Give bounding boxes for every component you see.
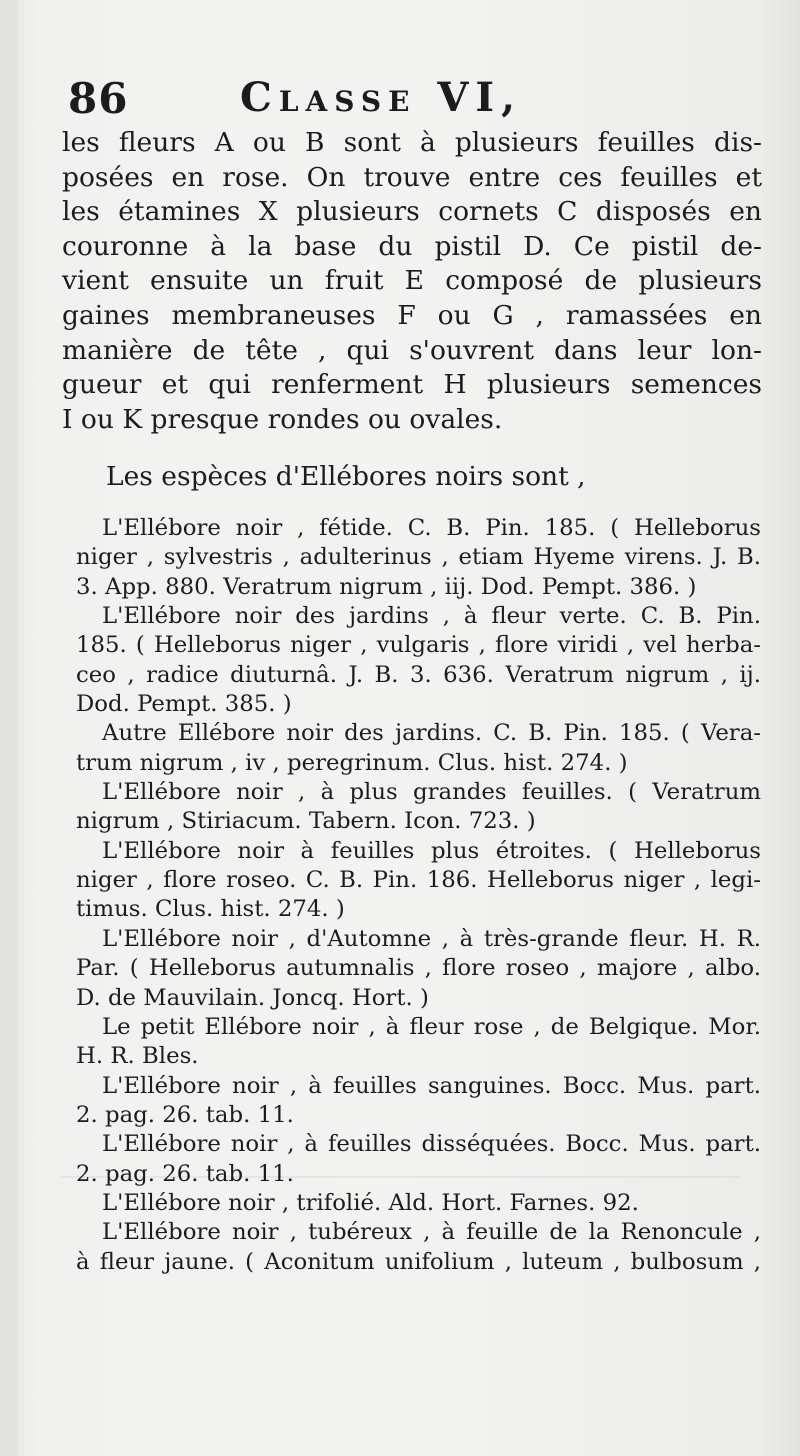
entry-line: à fleur jaune. ( Aconitum unifolium , luteum , bulbosum , (76, 1248, 761, 1275)
entry-line: L'Ellébore noir des jardins , à fleur verte. C. B. Pin. (102, 603, 761, 630)
intro-line: vient ensuite un fruit E composé de plusieurs (62, 265, 762, 297)
page-header (68, 74, 768, 134)
intro-line: les étamines X plusieurs cornets C disposés en (62, 196, 762, 228)
intro-line: gaines membraneuses F ou G , ramassées en (62, 299, 762, 331)
intro-line: I ou K presque rondes ou ovales. (62, 403, 503, 435)
entry-line: timus. Clus. hist. 274. ) (76, 896, 345, 923)
section-heading: Les espèces d'Ellébores noirs sont , (106, 461, 586, 492)
entry-line: Par. ( Helleborus autumnalis , flore roseo , majore , albo. (76, 955, 761, 982)
entry-line: D. de Mauvilain. Joncq. Hort. ) (76, 984, 429, 1011)
entry-line: L'Ellébore noir , trifolié. Ald. Hort. Farnes. 92. (102, 1189, 639, 1216)
entry-line: L'Ellébore noir , fétide. C. B. Pin. 185. ( Helleborus (102, 515, 761, 541)
intro-line: les fleurs A ou B sont à plusieurs feuilles dis- (62, 127, 762, 158)
page-number: 86 (68, 74, 129, 123)
intro-paragraph (62, 126, 762, 437)
entry-line: Autre Ellébore noir des jardins. C. B. Pin. 185. ( Vera- (102, 720, 761, 747)
entry-line: Le petit Ellébore noir , à fleur rose , de Belgique. Mor. (102, 1013, 761, 1040)
entry-line: L'Ellébore noir , tubéreux , à feuille de la Renoncule , (102, 1219, 761, 1246)
entry-line: H. R. Bles. (76, 1043, 199, 1070)
entry-line: trum nigrum , iv , peregrinum. Clus. hist. 274. ) (76, 749, 628, 776)
entry-line: niger , sylvestris , adulterinus , etiam Hyeme virens. J. B. (76, 544, 761, 571)
entry-line: 185. ( Helleborus niger , vulgaris , flore viridi , vel herba- (76, 632, 761, 659)
intro-line: couronne à la base du pistil D. Ce pistil de- (62, 230, 762, 262)
running-head: Classe VI, (240, 74, 523, 121)
entry-line: ceo , radice diuturnâ. J. B. 3. 636. Veratrum nigrum , ij. (76, 661, 761, 688)
intro-line: posées en rose. On trouve entre ces feuilles et (62, 161, 762, 193)
entry-line: 2. pag. 26. tab. 11. (76, 1160, 294, 1187)
entry-line: 3. App. 880. Veratrum nigrum , iij. Dod. Pempt. 386. ) (76, 573, 697, 600)
intro-line: gueur et qui renferment H plusieurs semences (62, 369, 762, 401)
entry-line: L'Ellébore noir , à plus grandes feuilles. ( Veratrum (102, 779, 761, 806)
entry-line: L'Ellébore noir , à feuilles sanguines. Bocc. Mus. part. (102, 1072, 761, 1099)
entry-line: L'Ellébore noir , à feuilles disséquées. Bocc. Mus. part. (102, 1131, 761, 1158)
entry-line: L'Ellébore noir , d'Automne , à très-grande fleur. H. R. (102, 925, 761, 952)
intro-line: manière de tête , qui s'ouvrent dans leur lon- (62, 334, 762, 366)
entry-line: Dod. Pempt. 385. ) (76, 691, 292, 718)
entry-line: 2. pag. 26. tab. 11. (76, 1101, 294, 1128)
gutter-shadow (0, 0, 18, 1456)
species-list (76, 514, 761, 1277)
entry-line: nigrum , Stiriacum. Tabern. Icon. 723. ) (76, 808, 536, 835)
entry-line: L'Ellébore noir à feuilles plus étroites. ( Helleborus (102, 837, 761, 864)
entry-line: niger , flore roseo. C. B. Pin. 186. Helleborus niger , legi- (76, 867, 761, 894)
